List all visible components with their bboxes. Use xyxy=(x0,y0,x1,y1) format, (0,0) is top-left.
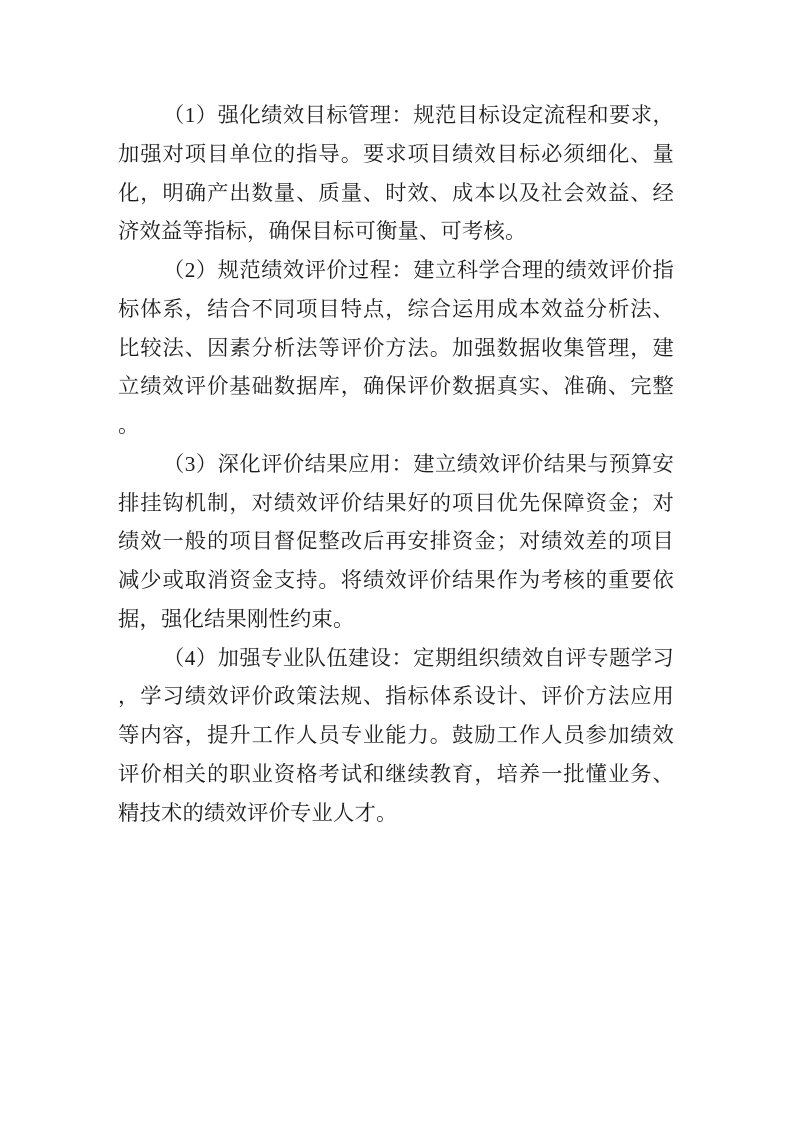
paragraph-1: （1）强化绩效目标管理：规范目标设定流程和要求，加强对项目单位的指导。要求项目绩效目标必须细化、量化，明确产出数量、质量、时效、成本以及社会效益、经济效益等指标，确保目标可衡量、可考核。 xyxy=(118,103,674,244)
paragraph-2: （2）规范绩效评价过程：建立科学合理的绩效评价指标体系，结合不同项目特点，综合运用成本效益分析法、比较法、因素分析法等评价方法。加强数据收集管理，建立绩效评价基础数据库，确保评价数据真实、准确、完整。 xyxy=(118,258,674,437)
document-text-block xyxy=(118,96,674,832)
paragraph-3: （3）深化评价结果应用：建立绩效评价结果与预算安排挂钩机制，对绩效评价结果好的项目优先保障资金；对绩效一般的项目督促整改后再安排资金；对绩效差的项目减少或取消资金支持。将绩效评价结果作为考核的重要依据，强化结果刚性约束。 xyxy=(118,451,674,631)
paragraph-4: （4）加强专业队伍建设：定期组织绩效自评专题学习，学习绩效评价政策法规、指标体系设计、评价方法应用等内容，提升工作人员专业能力。鼓励工作人员参加绩效评价相关的职业资格考试和继续教育，培养一批懂业务、精技术的绩效评价专业人才。 xyxy=(118,645,674,825)
